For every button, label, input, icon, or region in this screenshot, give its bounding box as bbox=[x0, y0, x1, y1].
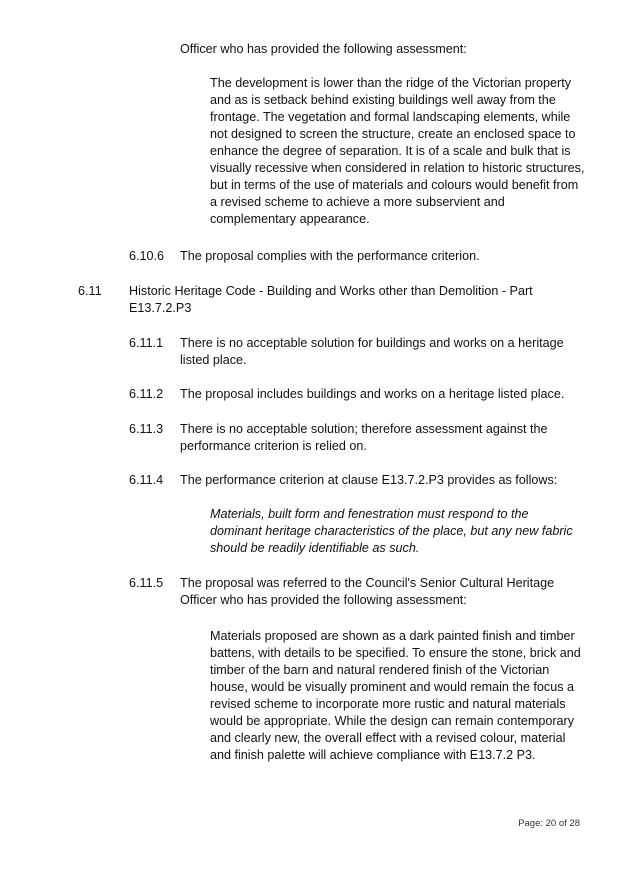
criterion-quote: Materials, built form and fenestration must respond to the dominant heritage characteristics of the place, but any new fabric should be readily identifiable as such. bbox=[210, 507, 573, 555]
item-text: There is no acceptable solution; therefore assessment against the performance criterion is relied on. bbox=[180, 422, 548, 453]
item-number: 6.11.3 bbox=[129, 422, 164, 436]
section-number: 6.11 bbox=[78, 284, 102, 298]
item-text: There is no acceptable solution for buildings and works on a heritage listed place. bbox=[180, 336, 564, 367]
item-text: The proposal complies with the performance criterion. bbox=[180, 249, 480, 263]
item-text: The proposal was referred to the Council's Senior Cultural Heritage Officer who has provided the following assessment: bbox=[180, 576, 555, 607]
item-text: The performance criterion at clause E13.7.2.P3 provides as follows: bbox=[180, 473, 558, 487]
assessment-quote: Materials proposed are shown as a dark painted finish and timber battens, with details to be specified. To ensure the stone, brick and timber of the barn and natural rendered finish of the Victorian house, would be visually prominent and would remain the focus a revised scheme to incorporate more rustic and natural materials would be appropriate. While the design can remain contemporary and clearly new, the overall effect with a revised colour, material and finish palette will achieve compliance with E13.7.2 P3. bbox=[210, 629, 581, 762]
section-heading: Historic Heritage Code - Building and Works other than Demolition - Part E13.7.2.P3 bbox=[129, 284, 533, 315]
assessment-quote: The development is lower than the ridge of the Victorian property and as is setback behind existing buildings well away from the frontage. The vegetation and formal landscaping elements, while not designed to screen the structure, create an enclosed space to enhance the degree of separation. It is of a scale and bulk that is visually recessive when considered in relation to historic structures, but in terms of the use of materials and colours would benefit from a revised scheme to achieve a more subservient and complementary appearance. bbox=[210, 76, 585, 226]
continuation-intro: Officer who has provided the following assessment: bbox=[180, 42, 467, 56]
item-number: 6.11.2 bbox=[129, 387, 164, 401]
item-number: 6.11.4 bbox=[129, 473, 164, 487]
item-number: 6.10.6 bbox=[129, 249, 165, 263]
item-text: The proposal includes buildings and works on a heritage listed place. bbox=[180, 387, 565, 401]
page-number: Page: 20 of 28 bbox=[518, 818, 580, 829]
item-number: 6.11.5 bbox=[129, 576, 164, 590]
item-number: 6.11.1 bbox=[129, 336, 164, 350]
